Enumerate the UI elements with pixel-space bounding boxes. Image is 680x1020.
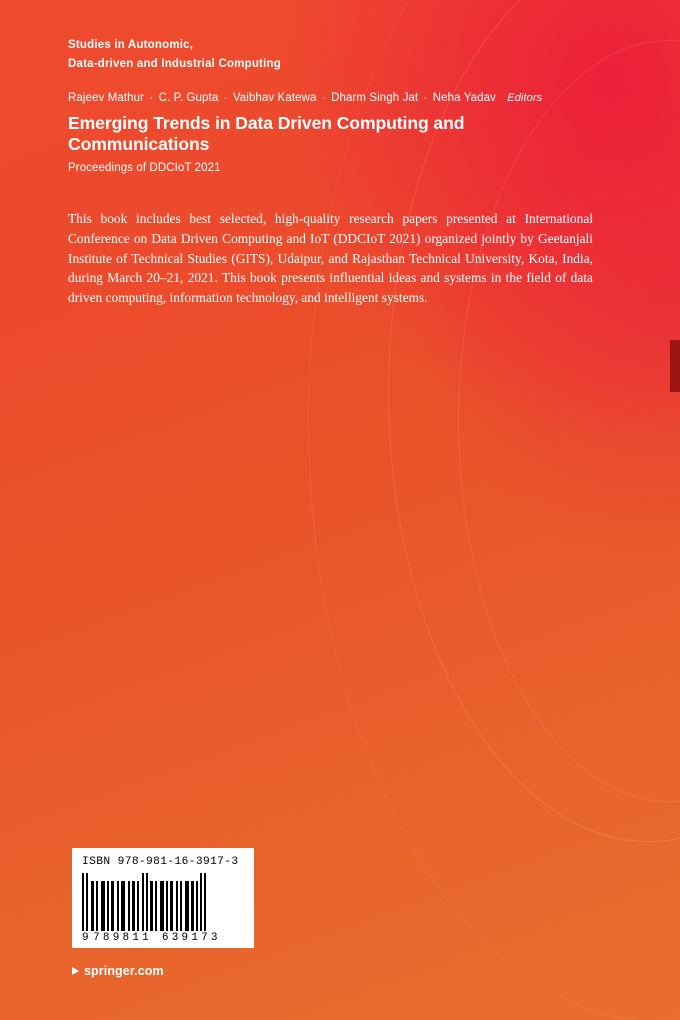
publisher-name: springer.com xyxy=(84,964,164,978)
editors-line xyxy=(68,90,608,106)
ean-group-2: 639173 xyxy=(161,932,221,944)
editor-name-3: Vaibhav Katewa xyxy=(232,91,317,104)
series-title xyxy=(68,36,608,74)
isbn-text xyxy=(82,856,246,868)
cover-content xyxy=(68,36,608,307)
spine-edge-tab xyxy=(670,340,680,392)
play-triangle-icon xyxy=(72,967,79,975)
editors-label: Editors xyxy=(507,91,543,104)
isbn-number: 978-981-16-3917-3 xyxy=(117,856,239,868)
editor-separator-2: · xyxy=(223,91,228,104)
isbn-label: ISBN xyxy=(82,856,111,868)
book-title: Emerging Trends in Data Driven Computing and Communications xyxy=(68,113,465,155)
editor-name-2: C. P. Gupta xyxy=(158,91,219,104)
back-cover-blurb: This book includes best selected, high-quality research papers presented at International Conference on Data Driven Computing and IoT (DDCIoT 2021) organized jointly by Geetanjali Institute of Technical Studies (GITS), Udaipur, and Rajasthan Technical University, Kota, India, during March 20–21, 2021. This book presents influential ideas and systems in the field of data driven computing, information technology, and intelligent systems. xyxy=(68,211,593,305)
ean-group-1: 789811 xyxy=(93,932,152,944)
editor-name-4: Dharm Singh Jat xyxy=(331,91,419,104)
editor-name-5: Neha Yadav xyxy=(432,91,496,104)
editor-separator-4: · xyxy=(423,91,428,104)
publisher-link[interactable] xyxy=(72,964,164,978)
editor-name-1: Rajeev Mathur xyxy=(68,91,145,104)
editor-separator-3: · xyxy=(321,91,326,104)
ean-digits xyxy=(82,932,246,944)
editor-separator-1: · xyxy=(149,91,154,104)
isbn-barcode-block xyxy=(72,848,254,948)
book-subtitle: Proceedings of DDCIoT 2021 xyxy=(68,161,221,174)
series-title-line-1: Studies in Autonomic, xyxy=(68,39,194,51)
series-title-line-2: Data-driven and Industrial Computing xyxy=(68,57,281,70)
ean-lead-digit: 9 xyxy=(82,932,90,944)
barcode-graphic xyxy=(82,873,246,931)
